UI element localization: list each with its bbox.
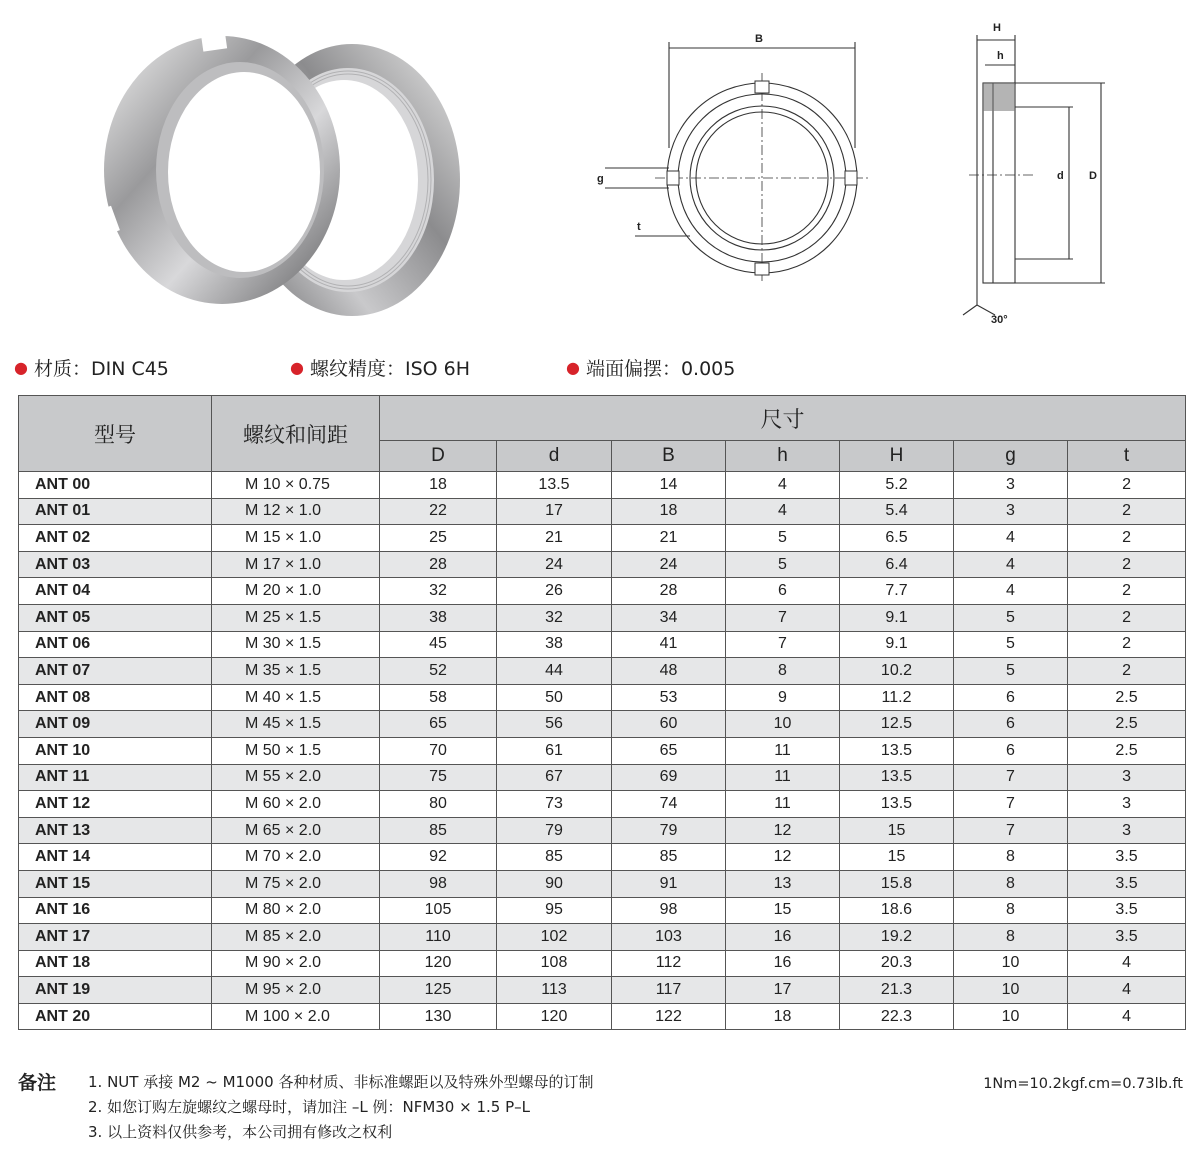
- cell-model: ANT 00: [19, 472, 212, 499]
- cell-h: 9: [726, 684, 840, 711]
- table-row: [19, 472, 1186, 499]
- cell-d: 26: [497, 578, 612, 605]
- cell-g: 8: [954, 924, 1068, 951]
- table-row: [19, 525, 1186, 552]
- cell-h: 13: [726, 870, 840, 897]
- cell-H: 22.3: [840, 1003, 954, 1030]
- cell-B: 48: [612, 658, 726, 685]
- header-col-H: H: [840, 441, 954, 472]
- cell-H: 9.1: [840, 631, 954, 658]
- cell-model: ANT 02: [19, 525, 212, 552]
- cell-d: 24: [497, 551, 612, 578]
- cell-B: 53: [612, 684, 726, 711]
- header-col-t: t: [1068, 441, 1186, 472]
- note-item: 1. NUT 承接 M2 ~ M1000 各种材质、非标准螺距以及特殊外型螺母的订制: [88, 1073, 594, 1091]
- cell-d: 108: [497, 950, 612, 977]
- cell-B: 41: [612, 631, 726, 658]
- cell-H: 9.1: [840, 604, 954, 631]
- cell-H: 12.5: [840, 711, 954, 738]
- table-row: [19, 1003, 1186, 1030]
- cell-thread: M 55 × 2.0: [212, 764, 380, 791]
- cell-model: ANT 17: [19, 924, 212, 951]
- side-view-drawing: [955, 15, 1130, 335]
- cell-t: 2.5: [1068, 684, 1186, 711]
- table-row: [19, 737, 1186, 764]
- cell-H: 20.3: [840, 950, 954, 977]
- cell-D: 70: [380, 737, 497, 764]
- bullet-icon: ●: [566, 358, 580, 377]
- cell-thread: M 50 × 1.5: [212, 737, 380, 764]
- cell-g: 5: [954, 604, 1068, 631]
- table-row: [19, 764, 1186, 791]
- cell-t: 3.5: [1068, 870, 1186, 897]
- cell-d: 32: [497, 604, 612, 631]
- cell-H: 13.5: [840, 791, 954, 818]
- header-dimensions: 尺寸: [380, 396, 1186, 441]
- cell-model: ANT 11: [19, 764, 212, 791]
- cell-g: 6: [954, 684, 1068, 711]
- cell-g: 10: [954, 977, 1068, 1004]
- cell-B: 98: [612, 897, 726, 924]
- spec-face-runout: ● 端面偏摆：0.005: [566, 358, 736, 380]
- table-row: [19, 844, 1186, 871]
- notes-label: 备注: [18, 1072, 57, 1094]
- cell-thread: M 12 × 1.0: [212, 498, 380, 525]
- dim-label-B: B: [755, 33, 763, 45]
- cell-H: 13.5: [840, 737, 954, 764]
- cell-H: 18.6: [840, 897, 954, 924]
- cell-g: 5: [954, 658, 1068, 685]
- cell-h: 7: [726, 604, 840, 631]
- table-row: [19, 897, 1186, 924]
- cell-g: 8: [954, 870, 1068, 897]
- note-item: 3. 以上资料仅供参考，本公司拥有修改之权利: [88, 1123, 393, 1141]
- cell-g: 7: [954, 817, 1068, 844]
- header-col-d: d: [497, 441, 612, 472]
- table-row: [19, 578, 1186, 605]
- cell-model: ANT 15: [19, 870, 212, 897]
- cell-model: ANT 19: [19, 977, 212, 1004]
- cell-d: 120: [497, 1003, 612, 1030]
- cell-h: 5: [726, 551, 840, 578]
- cell-B: 85: [612, 844, 726, 871]
- cell-D: 22: [380, 498, 497, 525]
- cell-g: 4: [954, 551, 1068, 578]
- cell-B: 91: [612, 870, 726, 897]
- cell-D: 105: [380, 897, 497, 924]
- cell-d: 44: [497, 658, 612, 685]
- cell-D: 75: [380, 764, 497, 791]
- cell-t: 2: [1068, 472, 1186, 499]
- cell-d: 38: [497, 631, 612, 658]
- cell-B: 65: [612, 737, 726, 764]
- cell-H: 6.4: [840, 551, 954, 578]
- cell-t: 3: [1068, 817, 1186, 844]
- cell-B: 14: [612, 472, 726, 499]
- cell-D: 85: [380, 817, 497, 844]
- cell-t: 3.5: [1068, 897, 1186, 924]
- cell-D: 28: [380, 551, 497, 578]
- dim-label-D: D: [1089, 170, 1097, 182]
- cell-model: ANT 18: [19, 950, 212, 977]
- cell-model: ANT 04: [19, 578, 212, 605]
- cell-h: 17: [726, 977, 840, 1004]
- header-col-h: h: [726, 441, 840, 472]
- cell-g: 7: [954, 791, 1068, 818]
- notes-section: [18, 1068, 1185, 1148]
- cell-model: ANT 05: [19, 604, 212, 631]
- cell-H: 5.2: [840, 472, 954, 499]
- dim-label-g: g: [597, 173, 604, 185]
- cell-D: 32: [380, 578, 497, 605]
- cell-h: 4: [726, 498, 840, 525]
- bullet-icon: ●: [14, 358, 28, 377]
- cell-thread: M 17 × 1.0: [212, 551, 380, 578]
- cell-h: 11: [726, 737, 840, 764]
- table-row: [19, 977, 1186, 1004]
- cell-D: 18: [380, 472, 497, 499]
- cell-h: 6: [726, 578, 840, 605]
- cell-thread: M 35 × 1.5: [212, 658, 380, 685]
- cell-t: 4: [1068, 977, 1186, 1004]
- cell-D: 45: [380, 631, 497, 658]
- front-view-drawing: [585, 18, 875, 298]
- cell-g: 3: [954, 472, 1068, 499]
- cell-H: 11.2: [840, 684, 954, 711]
- table-row: [19, 924, 1186, 951]
- cell-H: 13.5: [840, 764, 954, 791]
- cell-H: 5.4: [840, 498, 954, 525]
- cell-model: ANT 20: [19, 1003, 212, 1030]
- cell-model: ANT 03: [19, 551, 212, 578]
- cell-B: 24: [612, 551, 726, 578]
- cell-h: 8: [726, 658, 840, 685]
- cell-d: 113: [497, 977, 612, 1004]
- cell-B: 112: [612, 950, 726, 977]
- cell-thread: M 65 × 2.0: [212, 817, 380, 844]
- cell-g: 10: [954, 950, 1068, 977]
- cell-d: 73: [497, 791, 612, 818]
- cell-d: 56: [497, 711, 612, 738]
- cell-thread: M 30 × 1.5: [212, 631, 380, 658]
- header-col-D: D: [380, 441, 497, 472]
- cell-H: 15: [840, 844, 954, 871]
- cell-B: 28: [612, 578, 726, 605]
- table-row: [19, 498, 1186, 525]
- table-row: [19, 658, 1186, 685]
- cell-thread: M 45 × 1.5: [212, 711, 380, 738]
- cell-B: 74: [612, 791, 726, 818]
- cell-h: 4: [726, 472, 840, 499]
- bullet-icon: ●: [290, 358, 304, 377]
- cell-model: ANT 07: [19, 658, 212, 685]
- cell-t: 4: [1068, 1003, 1186, 1030]
- table-body: [19, 472, 1186, 1030]
- cell-D: 38: [380, 604, 497, 631]
- header-thread: 螺纹和间距: [212, 396, 380, 472]
- cell-thread: M 75 × 2.0: [212, 870, 380, 897]
- cell-model: ANT 16: [19, 897, 212, 924]
- cell-thread: M 10 × 0.75: [212, 472, 380, 499]
- cell-d: 102: [497, 924, 612, 951]
- cell-t: 2.5: [1068, 711, 1186, 738]
- cell-H: 7.7: [840, 578, 954, 605]
- header-model: 型号: [19, 396, 212, 472]
- cell-d: 79: [497, 817, 612, 844]
- cell-t: 3.5: [1068, 924, 1186, 951]
- table-row: [19, 551, 1186, 578]
- cell-H: 19.2: [840, 924, 954, 951]
- cell-B: 69: [612, 764, 726, 791]
- cell-d: 67: [497, 764, 612, 791]
- cell-g: 8: [954, 897, 1068, 924]
- cell-t: 2: [1068, 578, 1186, 605]
- cell-d: 13.5: [497, 472, 612, 499]
- cell-h: 12: [726, 844, 840, 871]
- cell-H: 15: [840, 817, 954, 844]
- cell-h: 11: [726, 791, 840, 818]
- cell-thread: M 80 × 2.0: [212, 897, 380, 924]
- cell-B: 18: [612, 498, 726, 525]
- table-row: [19, 817, 1186, 844]
- cell-g: 6: [954, 711, 1068, 738]
- cell-D: 92: [380, 844, 497, 871]
- cell-thread: M 15 × 1.0: [212, 525, 380, 552]
- cell-h: 15: [726, 897, 840, 924]
- cell-model: ANT 01: [19, 498, 212, 525]
- cell-h: 10: [726, 711, 840, 738]
- cell-h: 12: [726, 817, 840, 844]
- cell-H: 10.2: [840, 658, 954, 685]
- cell-thread: M 40 × 1.5: [212, 684, 380, 711]
- table-row: [19, 684, 1186, 711]
- note-item: 2. 如您订购左旋螺纹之螺母时，请加注 –L 例：NFM30 × 1.5 P–L: [88, 1098, 530, 1116]
- table-row: [19, 604, 1186, 631]
- table-row: [19, 791, 1186, 818]
- dim-label-H: H: [993, 22, 1001, 34]
- spec-material: ● 材质：DIN C45: [14, 358, 169, 380]
- cell-B: 117: [612, 977, 726, 1004]
- cell-D: 125: [380, 977, 497, 1004]
- cell-t: 4: [1068, 950, 1186, 977]
- header-col-B: B: [612, 441, 726, 472]
- notes-list: [88, 1070, 593, 1145]
- cell-B: 122: [612, 1003, 726, 1030]
- cell-D: 58: [380, 684, 497, 711]
- cell-D: 130: [380, 1003, 497, 1030]
- cell-B: 103: [612, 924, 726, 951]
- cell-d: 61: [497, 737, 612, 764]
- cell-d: 17: [497, 498, 612, 525]
- cell-model: ANT 14: [19, 844, 212, 871]
- cell-D: 65: [380, 711, 497, 738]
- cell-g: 10: [954, 1003, 1068, 1030]
- cell-D: 25: [380, 525, 497, 552]
- table-row: [19, 631, 1186, 658]
- cell-h: 16: [726, 950, 840, 977]
- dim-label-angle: 30°: [991, 314, 1008, 326]
- cell-H: 15.8: [840, 870, 954, 897]
- cell-g: 3: [954, 498, 1068, 525]
- cell-t: 2: [1068, 631, 1186, 658]
- cell-D: 110: [380, 924, 497, 951]
- cell-h: 7: [726, 631, 840, 658]
- cell-model: ANT 08: [19, 684, 212, 711]
- cell-H: 6.5: [840, 525, 954, 552]
- header-col-g: g: [954, 441, 1068, 472]
- cell-D: 120: [380, 950, 497, 977]
- cell-model: ANT 12: [19, 791, 212, 818]
- cell-g: 4: [954, 578, 1068, 605]
- cell-thread: M 95 × 2.0: [212, 977, 380, 1004]
- cell-thread: M 70 × 2.0: [212, 844, 380, 871]
- cell-t: 2.5: [1068, 737, 1186, 764]
- cell-D: 52: [380, 658, 497, 685]
- cell-thread: M 25 × 1.5: [212, 604, 380, 631]
- cell-thread: M 90 × 2.0: [212, 950, 380, 977]
- cell-d: 95: [497, 897, 612, 924]
- cell-g: 8: [954, 844, 1068, 871]
- cell-t: 2: [1068, 604, 1186, 631]
- cell-d: 21: [497, 525, 612, 552]
- cell-model: ANT 06: [19, 631, 212, 658]
- cell-t: 3: [1068, 764, 1186, 791]
- cell-thread: M 60 × 2.0: [212, 791, 380, 818]
- cell-h: 16: [726, 924, 840, 951]
- cell-h: 18: [726, 1003, 840, 1030]
- table-row: [19, 950, 1186, 977]
- cell-d: 50: [497, 684, 612, 711]
- cell-t: 2: [1068, 525, 1186, 552]
- cell-h: 5: [726, 525, 840, 552]
- cell-d: 85: [497, 844, 612, 871]
- cell-t: 2: [1068, 498, 1186, 525]
- unit-conversion: 1Nm=10.2kgf.cm=0.73lb.ft: [983, 1076, 1183, 1092]
- dim-label-t: t: [637, 221, 641, 233]
- cell-g: 5: [954, 631, 1068, 658]
- dim-label-d: d: [1057, 170, 1064, 182]
- cell-D: 98: [380, 870, 497, 897]
- cell-B: 60: [612, 711, 726, 738]
- cell-model: ANT 09: [19, 711, 212, 738]
- cell-D: 80: [380, 791, 497, 818]
- dimension-table: [18, 395, 1186, 1030]
- cell-thread: M 85 × 2.0: [212, 924, 380, 951]
- cell-B: 34: [612, 604, 726, 631]
- cell-t: 3.5: [1068, 844, 1186, 871]
- cell-model: ANT 10: [19, 737, 212, 764]
- cell-g: 7: [954, 764, 1068, 791]
- cell-B: 21: [612, 525, 726, 552]
- cell-thread: M 20 × 1.0: [212, 578, 380, 605]
- product-photo: [90, 20, 470, 320]
- cell-g: 6: [954, 737, 1068, 764]
- table-row: [19, 870, 1186, 897]
- cell-model: ANT 13: [19, 817, 212, 844]
- dim-label-h: h: [997, 50, 1004, 62]
- spec-summary: [14, 354, 1184, 382]
- cell-d: 90: [497, 870, 612, 897]
- cell-h: 11: [726, 764, 840, 791]
- cell-t: 2: [1068, 658, 1186, 685]
- cell-t: 2: [1068, 551, 1186, 578]
- table-row: [19, 711, 1186, 738]
- cell-t: 3: [1068, 791, 1186, 818]
- cell-thread: M 100 × 2.0: [212, 1003, 380, 1030]
- cell-H: 21.3: [840, 977, 954, 1004]
- spec-thread-accuracy: ● 螺纹精度：ISO 6H: [290, 358, 471, 380]
- cell-g: 4: [954, 525, 1068, 552]
- cell-B: 79: [612, 817, 726, 844]
